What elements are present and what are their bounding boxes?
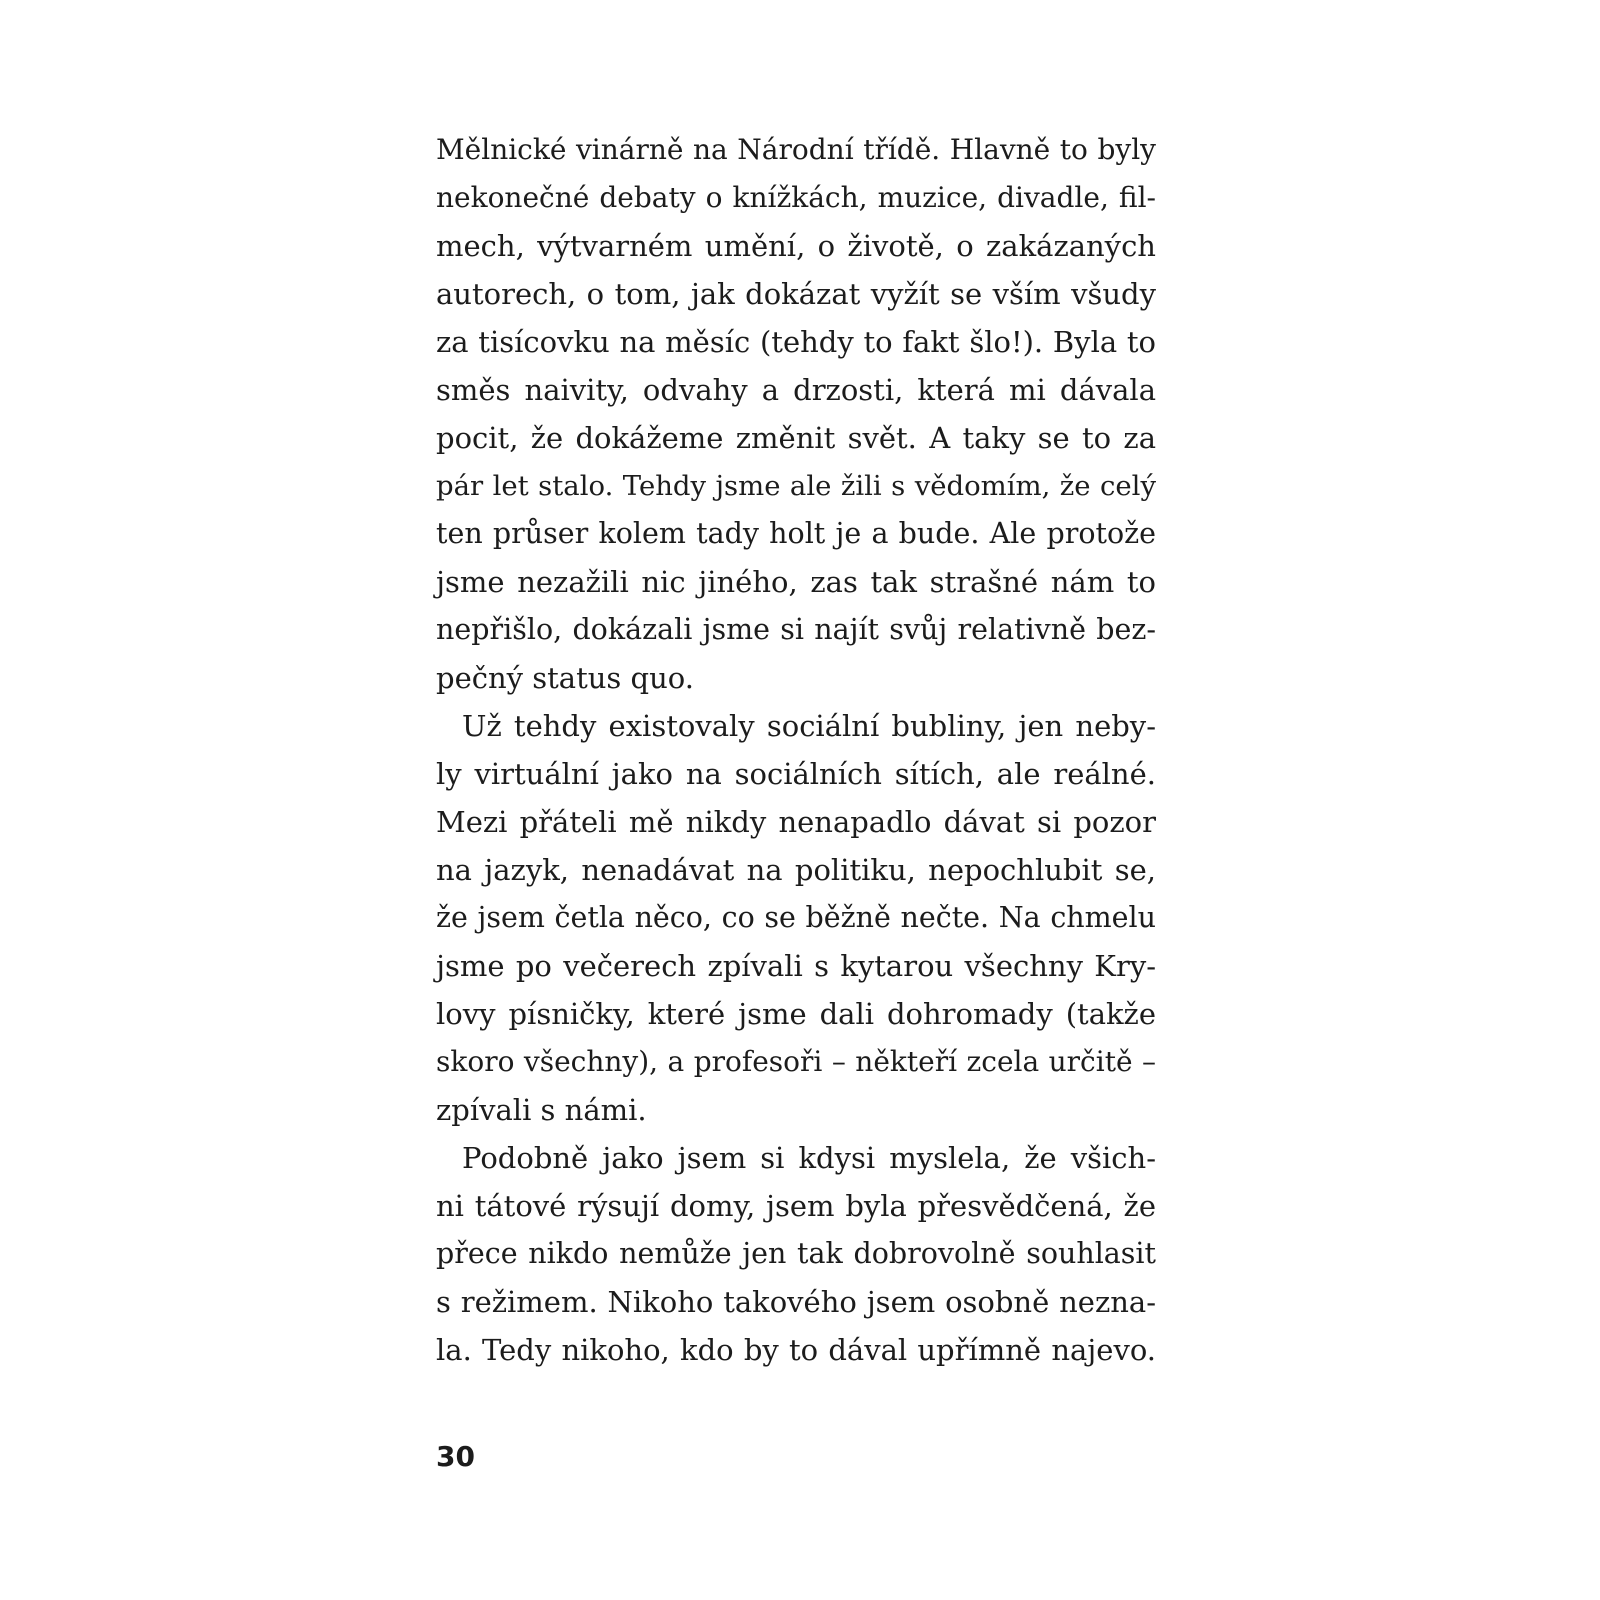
text-line: pečný status quo. — [436, 661, 694, 695]
text-line: la. Tedy nikoho, kdo by to dával upřímně najevo. — [436, 1333, 1156, 1367]
text-line: Mělnické vinárně na Národní třídě. Hlavně to byly — [436, 133, 1156, 166]
text-line: s režimem. Nikoho takového jsem osobně nezna- — [436, 1285, 1156, 1319]
text-line: skoro všechny), a profesoři – někteří zcela určitě – — [436, 1045, 1156, 1078]
text-line: přece nikdo nemůže jen tak dobrovolně souhlasit — [436, 1237, 1156, 1270]
paragraph-3 — [436, 1134, 1156, 1374]
text-line: jsme nezažili nic jiného, zas tak strašné nám to — [436, 565, 1156, 599]
text-line: nekonečné debaty o knížkách, muzice, divadle, fil- — [436, 181, 1156, 214]
text-line: ly virtuální jako na sociálních sítích, ale reálné. — [436, 757, 1156, 791]
text-line: ni tátové rýsují domy, jsem byla přesvědčená, že — [436, 1189, 1156, 1223]
text-line: že jsem četla něco, co se běžně nečte. Na chmelu — [436, 901, 1156, 934]
text-line: zpívali s námi. — [436, 1093, 647, 1127]
paragraph-2 — [436, 702, 1156, 1134]
text-line: Podobně jako jsem si kdysi myslela, že všich- — [462, 1141, 1156, 1175]
text-line: Mezi přáteli mě nikdy nenapadlo dávat si pozor — [436, 805, 1156, 839]
text-line: autorech, o tom, jak dokázat vyžít se vším všudy — [436, 277, 1156, 311]
text-line: nepřišlo, dokázali jsme si najít svůj relativně bez- — [436, 613, 1156, 646]
page-number: 30 — [436, 1440, 475, 1473]
text-line: ten průser kolem tady holt je a bude. Ale protože — [436, 517, 1156, 550]
body-text — [436, 126, 1156, 1374]
text-line: Už tehdy existovaly sociální bubliny, jen neby- — [462, 709, 1156, 743]
text-line: pár let stalo. Tehdy jsme ale žili s vědomím, že celý — [436, 470, 1156, 502]
text-line: na jazyk, nenadávat na politiku, nepochlubit se, — [436, 853, 1156, 887]
text-line: jsme po večerech zpívali s kytarou všechny Kry- — [436, 949, 1156, 983]
text-line: pocit, že dokážeme změnit svět. A taky se to za — [436, 421, 1156, 455]
text-line: za tisícovku na měsíc (tehdy to fakt šlo!). Byla to — [436, 325, 1156, 359]
text-line: směs naivity, odvahy a drzosti, která mi dávala — [436, 373, 1156, 407]
paragraph-1 — [436, 126, 1156, 702]
text-line: lovy písničky, které jsme dali dohromady (takže — [436, 997, 1156, 1031]
text-line: mech, výtvarném umění, o životě, o zakázaných — [436, 229, 1156, 263]
